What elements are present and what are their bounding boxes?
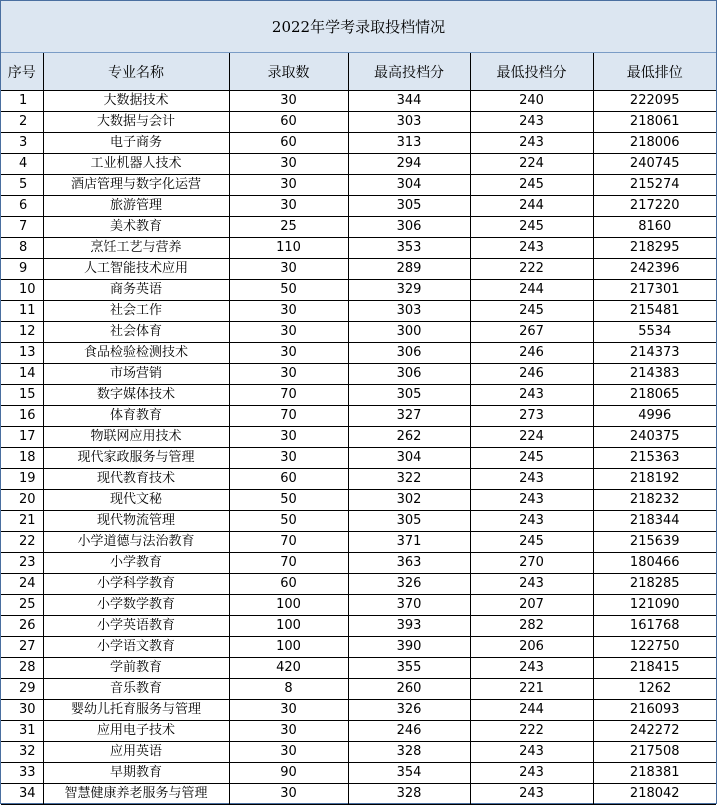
cell-min-rank: 215639 (593, 532, 716, 553)
table-row (1, 574, 716, 595)
table-row (1, 322, 716, 343)
cell-max-score: 289 (348, 259, 470, 280)
cell-major: 现代物流管理 (43, 511, 229, 532)
cell-admitted: 110 (229, 238, 348, 259)
cell-admitted: 30 (229, 322, 348, 343)
cell-max-score: 363 (348, 553, 470, 574)
cell-seq: 11 (1, 301, 43, 322)
cell-admitted: 30 (229, 427, 348, 448)
cell-max-score: 326 (348, 700, 470, 721)
cell-min-rank: 240375 (593, 427, 716, 448)
cell-max-score: 305 (348, 511, 470, 532)
cell-seq: 24 (1, 574, 43, 595)
cell-admitted: 50 (229, 490, 348, 511)
cell-max-score: 393 (348, 616, 470, 637)
cell-max-score: 294 (348, 154, 470, 175)
cell-admitted: 100 (229, 637, 348, 658)
cell-major: 烹饪工艺与营养 (43, 238, 229, 259)
cell-major: 工业机器人技术 (43, 154, 229, 175)
cell-min-rank: 218061 (593, 112, 716, 133)
cell-seq: 23 (1, 553, 43, 574)
cell-max-score: 262 (348, 427, 470, 448)
cell-major: 社会体育 (43, 322, 229, 343)
table-row (1, 280, 716, 301)
header-min-score: 最低投档分 (470, 53, 593, 91)
cell-min-rank: 217301 (593, 280, 716, 301)
cell-min-score: 243 (470, 490, 593, 511)
cell-min-rank: 121090 (593, 595, 716, 616)
cell-max-score: 303 (348, 301, 470, 322)
cell-max-score: 305 (348, 385, 470, 406)
cell-min-rank: 218232 (593, 490, 716, 511)
cell-max-score: 329 (348, 280, 470, 301)
cell-major: 早期教育 (43, 763, 229, 784)
cell-major: 物联网应用技术 (43, 427, 229, 448)
cell-admitted: 30 (229, 364, 348, 385)
cell-admitted: 60 (229, 574, 348, 595)
table-row (1, 196, 716, 217)
cell-min-score: 243 (470, 763, 593, 784)
header-max-score: 最高投档分 (348, 53, 470, 91)
cell-admitted: 70 (229, 385, 348, 406)
cell-min-score: 243 (470, 742, 593, 763)
cell-max-score: 305 (348, 196, 470, 217)
cell-major: 小学道德与法治教育 (43, 532, 229, 553)
table-row (1, 133, 716, 154)
cell-admitted: 100 (229, 595, 348, 616)
cell-max-score: 371 (348, 532, 470, 553)
cell-admitted: 30 (229, 742, 348, 763)
cell-min-score: 243 (470, 133, 593, 154)
cell-min-score: 245 (470, 301, 593, 322)
cell-major: 小学英语教育 (43, 616, 229, 637)
cell-min-score: 267 (470, 322, 593, 343)
cell-admitted: 30 (229, 784, 348, 805)
cell-major: 现代教育技术 (43, 469, 229, 490)
cell-major: 人工智能技术应用 (43, 259, 229, 280)
cell-max-score: 390 (348, 637, 470, 658)
cell-min-score: 243 (470, 574, 593, 595)
cell-seq: 22 (1, 532, 43, 553)
cell-major: 小学科学教育 (43, 574, 229, 595)
cell-seq: 13 (1, 343, 43, 364)
cell-seq: 18 (1, 448, 43, 469)
table-body (1, 91, 716, 805)
cell-seq: 21 (1, 511, 43, 532)
cell-max-score: 326 (348, 574, 470, 595)
cell-major: 市场营销 (43, 364, 229, 385)
table-row (1, 385, 716, 406)
cell-admitted: 30 (229, 343, 348, 364)
cell-max-score: 355 (348, 658, 470, 679)
cell-min-score: 224 (470, 427, 593, 448)
cell-major: 大数据技术 (43, 91, 229, 112)
cell-major: 智慧健康养老服务与管理 (43, 784, 229, 805)
cell-max-score: 327 (348, 406, 470, 427)
table-row (1, 658, 716, 679)
cell-seq: 4 (1, 154, 43, 175)
table-row (1, 616, 716, 637)
cell-admitted: 50 (229, 280, 348, 301)
cell-admitted: 30 (229, 196, 348, 217)
cell-seq: 7 (1, 217, 43, 238)
cell-major: 大数据与会计 (43, 112, 229, 133)
cell-min-rank: 4996 (593, 406, 716, 427)
cell-min-rank: 242272 (593, 721, 716, 742)
cell-admitted: 8 (229, 679, 348, 700)
cell-seq: 32 (1, 742, 43, 763)
cell-seq: 20 (1, 490, 43, 511)
cell-min-rank: 242396 (593, 259, 716, 280)
cell-major: 小学语文教育 (43, 637, 229, 658)
cell-seq: 27 (1, 637, 43, 658)
cell-min-rank: 218042 (593, 784, 716, 805)
cell-max-score: 246 (348, 721, 470, 742)
cell-major: 体育教育 (43, 406, 229, 427)
table-row (1, 343, 716, 364)
table-row (1, 637, 716, 658)
cell-min-rank: 218415 (593, 658, 716, 679)
cell-seq: 15 (1, 385, 43, 406)
table-row (1, 91, 716, 112)
cell-major: 现代文秘 (43, 490, 229, 511)
cell-max-score: 260 (348, 679, 470, 700)
cell-seq: 6 (1, 196, 43, 217)
table-row (1, 217, 716, 238)
cell-min-score: 243 (470, 784, 593, 805)
cell-max-score: 306 (348, 343, 470, 364)
cell-major: 音乐教育 (43, 679, 229, 700)
cell-admitted: 60 (229, 112, 348, 133)
table-row (1, 112, 716, 133)
cell-max-score: 303 (348, 112, 470, 133)
cell-max-score: 300 (348, 322, 470, 343)
cell-min-rank: 5534 (593, 322, 716, 343)
cell-min-rank: 218006 (593, 133, 716, 154)
cell-min-rank: 216093 (593, 700, 716, 721)
cell-admitted: 70 (229, 406, 348, 427)
cell-min-score: 244 (470, 280, 593, 301)
cell-min-score: 207 (470, 595, 593, 616)
cell-min-score: 206 (470, 637, 593, 658)
cell-major: 食品检验检测技术 (43, 343, 229, 364)
cell-major: 小学数学教育 (43, 595, 229, 616)
cell-min-score: 243 (470, 238, 593, 259)
cell-max-score: 302 (348, 490, 470, 511)
table-row (1, 469, 716, 490)
cell-major: 旅游管理 (43, 196, 229, 217)
cell-min-rank: 8160 (593, 217, 716, 238)
cell-min-rank: 180466 (593, 553, 716, 574)
cell-seq: 31 (1, 721, 43, 742)
table-row (1, 154, 716, 175)
cell-admitted: 420 (229, 658, 348, 679)
table-row (1, 259, 716, 280)
cell-min-rank: 222095 (593, 91, 716, 112)
table-row (1, 679, 716, 700)
cell-min-score: 245 (470, 217, 593, 238)
table-row (1, 784, 716, 805)
cell-seq: 26 (1, 616, 43, 637)
cell-admitted: 30 (229, 301, 348, 322)
cell-min-rank: 218285 (593, 574, 716, 595)
cell-seq: 2 (1, 112, 43, 133)
cell-seq: 17 (1, 427, 43, 448)
cell-seq: 34 (1, 784, 43, 805)
table-title: 2022年学考录取投档情况 (1, 1, 716, 53)
cell-min-rank: 218192 (593, 469, 716, 490)
cell-min-score: 270 (470, 553, 593, 574)
cell-min-rank: 161768 (593, 616, 716, 637)
table-row (1, 700, 716, 721)
cell-min-score: 273 (470, 406, 593, 427)
cell-max-score: 304 (348, 175, 470, 196)
cell-admitted: 30 (229, 91, 348, 112)
cell-min-score: 240 (470, 91, 593, 112)
table-row (1, 721, 716, 742)
header-admitted: 录取数 (229, 53, 348, 91)
cell-min-rank: 214373 (593, 343, 716, 364)
cell-min-score: 222 (470, 259, 593, 280)
cell-min-score: 282 (470, 616, 593, 637)
cell-admitted: 30 (229, 259, 348, 280)
cell-min-rank: 240745 (593, 154, 716, 175)
cell-major: 酒店管理与数字化运营 (43, 175, 229, 196)
cell-min-rank: 1262 (593, 679, 716, 700)
cell-seq: 29 (1, 679, 43, 700)
cell-seq: 9 (1, 259, 43, 280)
cell-admitted: 70 (229, 532, 348, 553)
cell-max-score: 370 (348, 595, 470, 616)
cell-max-score: 306 (348, 364, 470, 385)
cell-min-score: 224 (470, 154, 593, 175)
cell-seq: 1 (1, 91, 43, 112)
cell-major: 学前教育 (43, 658, 229, 679)
cell-major: 应用电子技术 (43, 721, 229, 742)
table-row (1, 763, 716, 784)
cell-max-score: 328 (348, 784, 470, 805)
table-row (1, 532, 716, 553)
cell-admitted: 30 (229, 721, 348, 742)
table-row (1, 511, 716, 532)
cell-max-score: 353 (348, 238, 470, 259)
admission-table (1, 53, 716, 805)
cell-major: 电子商务 (43, 133, 229, 154)
cell-min-score: 246 (470, 364, 593, 385)
cell-seq: 19 (1, 469, 43, 490)
table-row (1, 238, 716, 259)
cell-seq: 30 (1, 700, 43, 721)
cell-min-score: 246 (470, 343, 593, 364)
cell-min-rank: 217220 (593, 196, 716, 217)
cell-min-rank: 218065 (593, 385, 716, 406)
cell-max-score: 354 (348, 763, 470, 784)
cell-min-rank: 218295 (593, 238, 716, 259)
cell-max-score: 306 (348, 217, 470, 238)
cell-admitted: 70 (229, 553, 348, 574)
cell-min-score: 243 (470, 385, 593, 406)
cell-min-rank: 215481 (593, 301, 716, 322)
cell-min-score: 222 (470, 721, 593, 742)
cell-seq: 16 (1, 406, 43, 427)
header-seq: 序号 (1, 53, 43, 91)
cell-admitted: 30 (229, 175, 348, 196)
cell-seq: 33 (1, 763, 43, 784)
table-row (1, 301, 716, 322)
header-major: 专业名称 (43, 53, 229, 91)
cell-admitted: 25 (229, 217, 348, 238)
cell-min-rank: 215274 (593, 175, 716, 196)
cell-major: 社会工作 (43, 301, 229, 322)
cell-seq: 28 (1, 658, 43, 679)
cell-min-score: 245 (470, 175, 593, 196)
cell-max-score: 344 (348, 91, 470, 112)
cell-min-score: 243 (470, 112, 593, 133)
cell-admitted: 30 (229, 700, 348, 721)
cell-seq: 10 (1, 280, 43, 301)
cell-max-score: 322 (348, 469, 470, 490)
table-row (1, 364, 716, 385)
table-row (1, 595, 716, 616)
table-row (1, 553, 716, 574)
cell-seq: 8 (1, 238, 43, 259)
table-row (1, 175, 716, 196)
cell-admitted: 100 (229, 616, 348, 637)
table-row (1, 448, 716, 469)
cell-min-rank: 214383 (593, 364, 716, 385)
cell-min-score: 244 (470, 196, 593, 217)
cell-min-score: 245 (470, 448, 593, 469)
cell-min-rank: 122750 (593, 637, 716, 658)
header-row (1, 53, 716, 91)
cell-min-score: 245 (470, 532, 593, 553)
cell-max-score: 313 (348, 133, 470, 154)
cell-admitted: 60 (229, 469, 348, 490)
cell-max-score: 304 (348, 448, 470, 469)
table-row (1, 742, 716, 763)
cell-major: 商务英语 (43, 280, 229, 301)
cell-min-score: 243 (470, 658, 593, 679)
table-row (1, 427, 716, 448)
cell-admitted: 30 (229, 448, 348, 469)
cell-seq: 5 (1, 175, 43, 196)
cell-admitted: 50 (229, 511, 348, 532)
cell-major: 婴幼儿托育服务与管理 (43, 700, 229, 721)
cell-max-score: 328 (348, 742, 470, 763)
cell-admitted: 30 (229, 154, 348, 175)
cell-major: 美术教育 (43, 217, 229, 238)
cell-admitted: 60 (229, 133, 348, 154)
cell-min-score: 243 (470, 469, 593, 490)
cell-min-rank: 218381 (593, 763, 716, 784)
cell-min-score: 221 (470, 679, 593, 700)
cell-seq: 3 (1, 133, 43, 154)
cell-min-rank: 215363 (593, 448, 716, 469)
cell-major: 小学教育 (43, 553, 229, 574)
cell-min-score: 244 (470, 700, 593, 721)
header-min-rank: 最低排位 (593, 53, 716, 91)
cell-seq: 12 (1, 322, 43, 343)
cell-min-score: 243 (470, 511, 593, 532)
cell-seq: 25 (1, 595, 43, 616)
cell-major: 应用英语 (43, 742, 229, 763)
cell-major: 现代家政服务与管理 (43, 448, 229, 469)
cell-admitted: 90 (229, 763, 348, 784)
cell-min-rank: 218344 (593, 511, 716, 532)
table-row (1, 490, 716, 511)
cell-min-rank: 217508 (593, 742, 716, 763)
cell-seq: 14 (1, 364, 43, 385)
table-row (1, 406, 716, 427)
cell-major: 数字媒体技术 (43, 385, 229, 406)
